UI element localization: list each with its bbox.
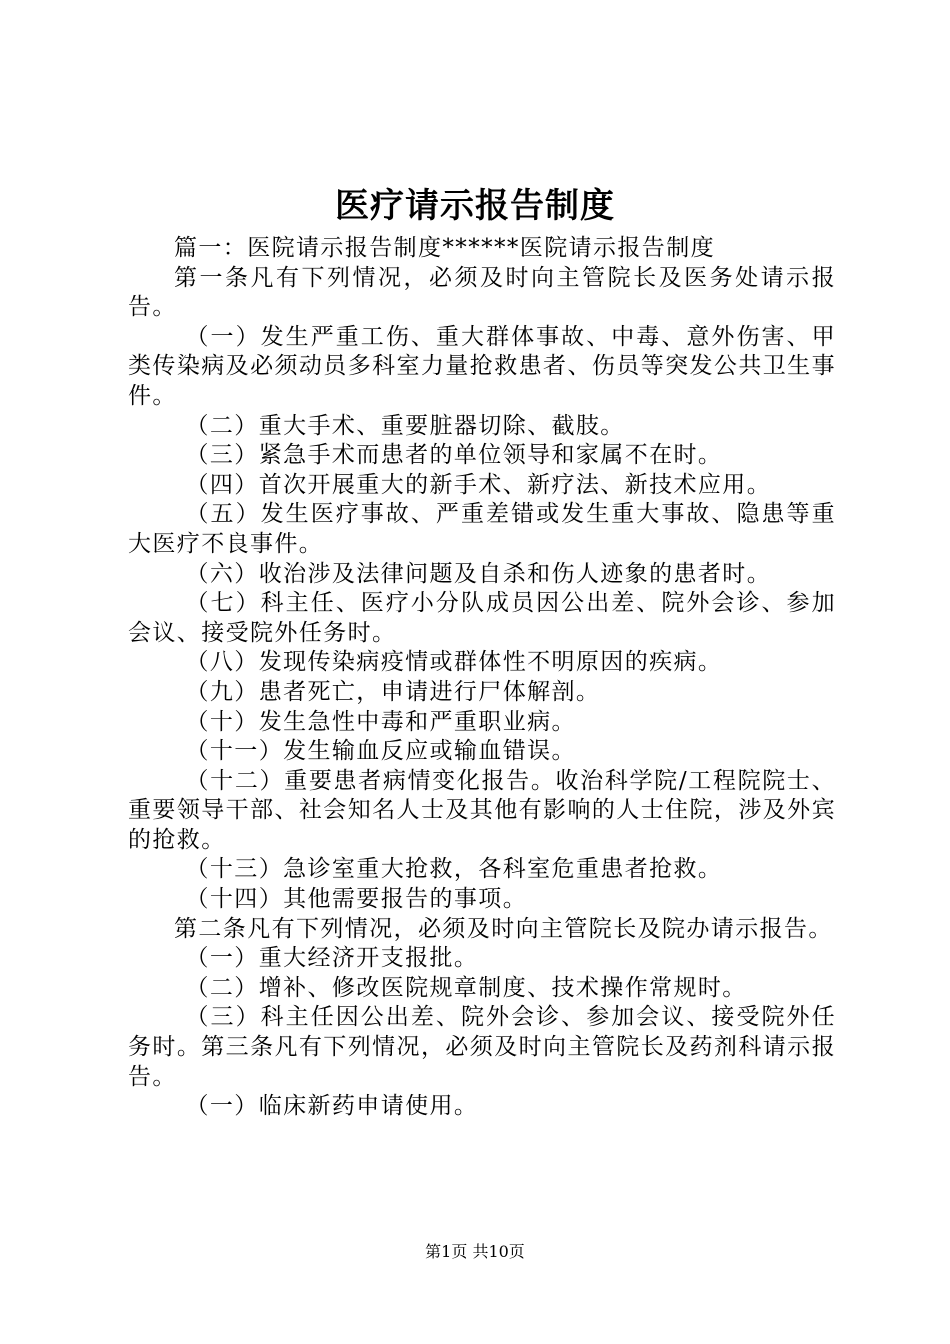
paragraph-item: （九）患者死亡，申请进行尸体解剖。: [185, 678, 601, 705]
paragraph-item: （七）科主任、医疗小分队成员因公出差、院外会诊、参加会议、接受院外任务时。: [128, 590, 836, 646]
paragraph-article-1: 第一条凡有下列情况，必须及时向主管院长及医务处请示报告。: [128, 264, 836, 321]
paragraph-item: （十四）其他需要报告的事项。: [185, 886, 528, 913]
paragraph-item: （二）增补、修改医院规章制度、技术操作常规时。: [185, 974, 747, 1001]
document-title: 医疗请示报告制度: [335, 186, 615, 226]
paragraph-item: （一）重大经济开支报批。: [185, 945, 479, 972]
paragraph-item: （三）紧急手术而患者的单位领导和家属不在时。: [185, 442, 723, 469]
paragraph-item: （五）发生医疗事故、严重差错或发生重大事故、隐患等重大医疗不良事件。: [128, 501, 836, 557]
paragraph-article-2: 第二条凡有下列情况，必须及时向主管院长及院办请示报告。: [174, 915, 833, 942]
paragraph-item: （六）收治涉及法律问题及自杀和伤人迹象的患者时。: [185, 560, 772, 587]
document-body: [128, 234, 836, 1122]
paragraph-item: （一）临床新药申请使用。: [185, 1093, 479, 1120]
paragraph-item: （三）科主任因公出差、院外会诊、参加会议、接受院外任务时。第三条凡有下列情况，必须及时向主管院长及药剂科请示报告。: [128, 1004, 836, 1090]
paragraph-item: （十三）急诊室重大抢救，各科室危重患者抢救。: [185, 856, 723, 883]
page-number-footer: 第1页 共10页: [425, 1242, 525, 1261]
paragraph-item: （一）发生严重工伤、重大群体事故、中毒、意外伤害、甲类传染病及必须动员多科室力量抢救患者、伤员等突发公共卫生事件。: [128, 323, 836, 409]
paragraph-item: （四）首次开展重大的新手术、新疗法、新技术应用。: [185, 471, 772, 498]
paragraph-item: （十一）发生输血反应或输血错误。: [185, 738, 576, 765]
paragraph-item: （八）发现传染病疫情或群体性不明原因的疾病。: [185, 649, 723, 676]
paragraph-item: （十）发生急性中毒和严重职业病。: [185, 708, 576, 735]
paragraph-item: （十二）重要患者病情变化报告。收治科学院/工程院院士、重要领导干部、社会知名人士及其他有影响的人士住院，涉及外宾的抢救。: [128, 767, 836, 853]
paragraph-heading: 篇一：医院请示报告制度******医院请示报告制度: [174, 235, 715, 261]
paragraph-item: （二）重大手术、重要脏器切除、截肢。: [185, 412, 625, 439]
